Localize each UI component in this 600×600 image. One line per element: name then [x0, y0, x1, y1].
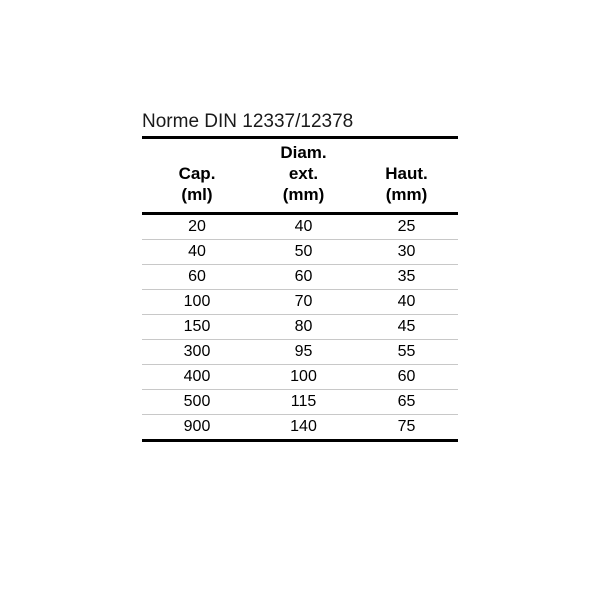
specification-table [142, 136, 458, 442]
column-header-capacity-line-1: Cap. [178, 164, 216, 183]
cell-diameter: 100 [252, 365, 355, 390]
column-header-diameter [252, 138, 355, 214]
cell-height: 55 [355, 340, 458, 365]
cell-capacity: 150 [142, 315, 252, 340]
table-row [142, 214, 458, 240]
cell-capacity: 20 [142, 214, 252, 240]
cell-height: 40 [355, 290, 458, 315]
cell-diameter: 115 [252, 390, 355, 415]
table-row [142, 265, 458, 290]
cell-diameter: 60 [252, 265, 355, 290]
cell-height: 75 [355, 415, 458, 441]
column-header-capacity [142, 138, 252, 214]
table-caption: Norme DIN 12337/12378 [142, 111, 354, 132]
column-header-diameter-line-1: Diam. [280, 143, 327, 162]
table-row [142, 315, 458, 340]
table-row [142, 290, 458, 315]
cell-diameter: 40 [252, 214, 355, 240]
table-row [142, 340, 458, 365]
cell-height: 25 [355, 214, 458, 240]
column-header-diameter-line-2: ext. [288, 164, 319, 183]
table-row [142, 390, 458, 415]
cell-height: 30 [355, 240, 458, 265]
header-row [142, 138, 458, 214]
table-header [142, 138, 458, 214]
cell-capacity: 60 [142, 265, 252, 290]
table-row [142, 365, 458, 390]
cell-capacity: 40 [142, 240, 252, 265]
table-body [142, 214, 458, 441]
column-header-diameter-line-3: (mm) [282, 185, 325, 204]
spec-table-container [142, 110, 458, 442]
cell-height: 65 [355, 390, 458, 415]
cell-height: 45 [355, 315, 458, 340]
cell-height: 35 [355, 265, 458, 290]
column-header-capacity-line-2: (ml) [181, 185, 213, 204]
cell-diameter: 140 [252, 415, 355, 441]
column-header-height-line-1: Haut. [385, 164, 428, 183]
cell-capacity: 300 [142, 340, 252, 365]
column-header-height [355, 138, 458, 214]
cell-capacity: 500 [142, 390, 252, 415]
cell-diameter: 70 [252, 290, 355, 315]
cell-diameter: 95 [252, 340, 355, 365]
cell-height: 60 [355, 365, 458, 390]
cell-diameter: 80 [252, 315, 355, 340]
table-row [142, 240, 458, 265]
cell-capacity: 100 [142, 290, 252, 315]
cell-diameter: 50 [252, 240, 355, 265]
table-row [142, 415, 458, 441]
column-header-height-line-2: (mm) [385, 185, 428, 204]
cell-capacity: 900 [142, 415, 252, 441]
cell-capacity: 400 [142, 365, 252, 390]
